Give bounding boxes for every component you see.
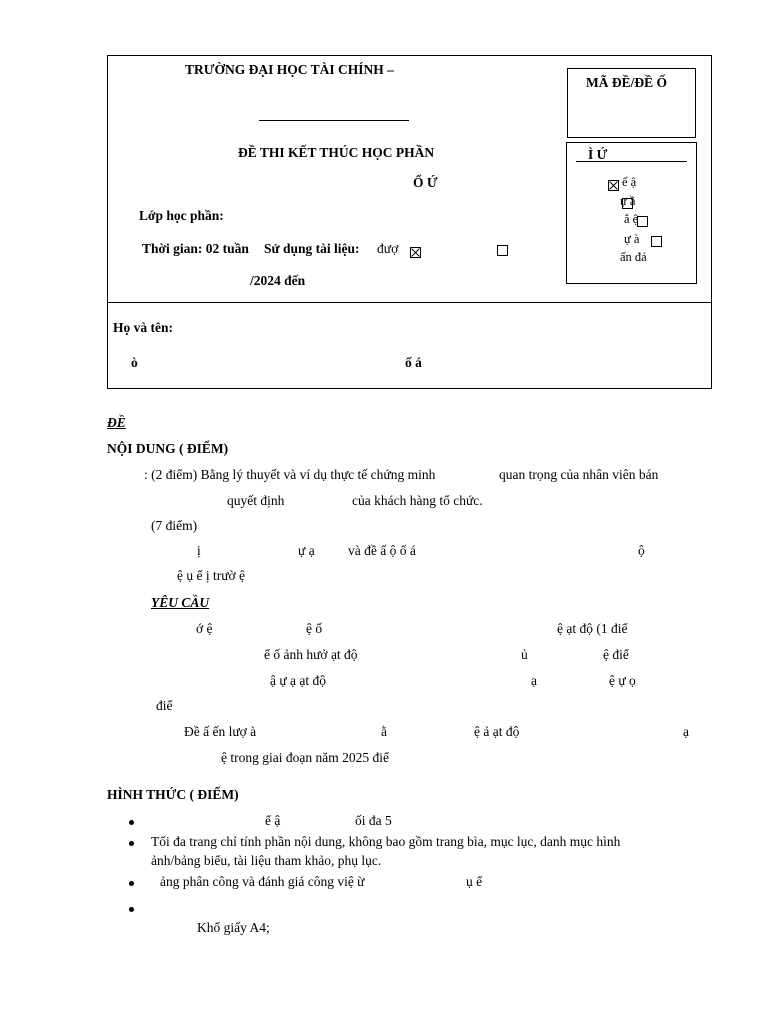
question2-line1-d: ộ: [638, 543, 645, 558]
format-heading: Ì Ứ: [588, 147, 608, 162]
bullet-4: [129, 907, 134, 912]
requirement2-c: ệ điể: [603, 647, 629, 662]
requirement4-a: Đề ấ ến lượ à: [184, 724, 257, 739]
question1-line1-a: : (2 điểm) Bằng lý thuyết và ví dụ thực tế chứng minh: [144, 467, 436, 482]
format-option-4: ự à: [624, 232, 640, 246]
requirement4-d: ạ: [683, 724, 689, 739]
form-item1-a: ể ậ: [265, 813, 281, 828]
materials-not-allowed-checkbox: [497, 245, 508, 256]
bullet-1: [129, 820, 134, 825]
form-item2-line2: ảnh/bảng biểu, tài liệu tham khảo, phụ lục.: [151, 853, 382, 868]
time-label: Thời gian: 02 tuần: [142, 241, 249, 256]
bullet-3: [129, 881, 134, 886]
class-label: Lớp học phần:: [139, 208, 224, 223]
student-line-left: ò: [131, 355, 138, 370]
question1-line2-a: quyết định: [227, 493, 285, 508]
requirements-label: YÊU CẦU: [151, 595, 210, 610]
subtitle-fragment: Ổ Ứ: [413, 175, 438, 190]
form-item3-a: ảng phân công và đánh giá công việ ừ: [160, 874, 365, 889]
question1-line1-b: quan trọng của nhân viên bán: [499, 467, 659, 482]
requirement3-b: ạ: [531, 673, 537, 688]
school-underline: [259, 120, 409, 121]
exam-title: ĐỀ THI KẾT THÚC HỌC PHẦN: [238, 145, 435, 160]
exam-code-label: MÃ ĐỀ/ĐỀ Ố: [586, 75, 667, 90]
requirement3-c: ệ ự ọ: [609, 673, 636, 688]
question2-line1-c: và đề ấ ộ ố á: [348, 543, 416, 558]
requirement3-a: ậ ự ạ ạt độ: [270, 673, 327, 688]
requirement2-b: ủ: [521, 647, 528, 662]
form-item1-b: ối đa 5: [355, 813, 392, 828]
format-option-checkbox-1: [608, 180, 619, 191]
paper-size-text: Khổ giấy A4;: [197, 920, 270, 935]
student-info-box: [107, 302, 712, 389]
student-name-label: Họ và tên:: [113, 320, 173, 335]
question2-line1-a: ị: [197, 543, 201, 558]
question2-line1-b: ự ạ: [298, 543, 315, 558]
format-option-1: ể ậ: [622, 175, 637, 189]
form-item2-line1: Tối đa trang chỉ tính phần nội dung, không bao gồm trang bìa, mục lục, danh mục hình: [151, 834, 621, 849]
format-option-4-continued: ấn đá: [620, 250, 647, 264]
requirement3-d: điể: [156, 698, 173, 713]
question2-line2: ệ ụ ể ị trườ ệ: [177, 568, 246, 583]
requirement4-e: ệ trong giai đoạn năm 2025 điể: [221, 750, 389, 765]
school-name: TRƯỜNG ĐẠI HỌC TÀI CHÍNH –: [185, 62, 394, 77]
requirement4-c: ệ ả ạt độ: [474, 724, 520, 739]
question2-label: (7 điểm): [151, 518, 198, 533]
date-range-text: /2024 đến: [250, 273, 306, 288]
form-heading: HÌNH THỨC ( ĐIỂM): [107, 787, 239, 802]
requirement4-b: ằ: [381, 724, 387, 739]
materials-value: đượ: [377, 241, 399, 256]
format-option-checkbox-4: [651, 236, 662, 247]
requirement1-a: ớ ệ: [196, 621, 213, 636]
requirement1-b: ệ ố: [306, 621, 323, 636]
content-heading: NỘI DUNG ( ĐIỂM): [107, 441, 229, 456]
student-line-right: ố á: [405, 355, 422, 370]
materials-label: Sử dụng tài liệu:: [264, 241, 360, 256]
question1-line2-b: của khách hàng tổ chức.: [352, 493, 483, 508]
de-section-label: ĐỀ: [107, 415, 126, 430]
format-option-3: ắ ệ: [624, 212, 639, 226]
format-option-2: ự ầ: [620, 194, 636, 208]
materials-allowed-checkbox: [410, 247, 421, 258]
requirement2-a: ể ố ảnh hưở ạt độ: [264, 647, 358, 662]
requirement1-c: ệ ạt độ (1 điể: [557, 621, 628, 636]
form-item3-b: ụ ể: [466, 874, 483, 889]
bullet-2: [129, 841, 134, 846]
